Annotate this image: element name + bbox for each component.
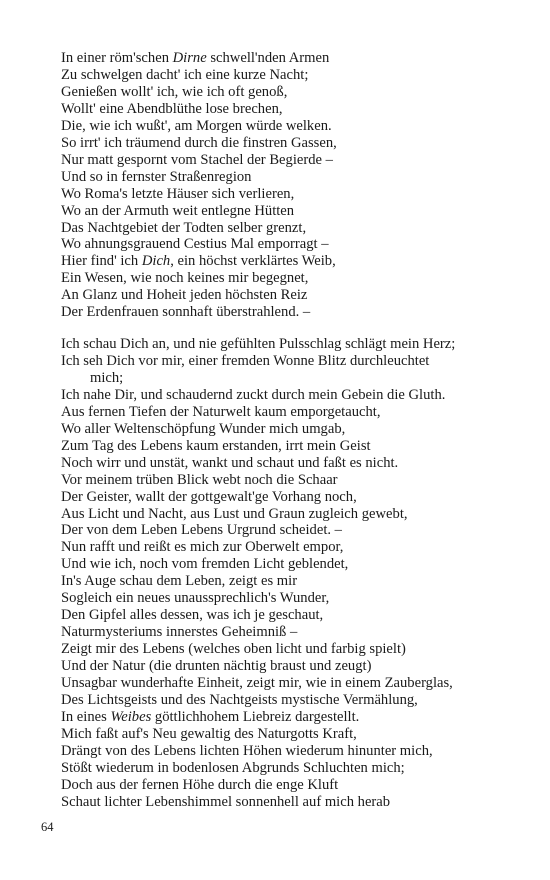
line-text: Zeigt mir des Lebens (welches oben licht und farbig spielt) <box>61 641 406 658</box>
poem-line <box>61 236 491 253</box>
line-text: In eines <box>61 708 111 725</box>
poem-line <box>61 692 491 709</box>
line-text: Zum Tag des Lebens kaum erstanden, irrt mein Geist <box>61 437 371 454</box>
poem-line <box>61 709 491 726</box>
poem-line <box>61 287 491 304</box>
line-text: Wollt' eine Abendblüthe lose brechen, <box>61 100 283 117</box>
poem-line <box>61 506 491 523</box>
stanza-2 <box>61 336 491 811</box>
line-text: schwell'nden Armen <box>206 50 330 66</box>
line-text: Noch wirr und unstät, wankt und schaut und faßt es nicht. <box>61 454 399 471</box>
line-text: Ein Wesen, wie noch keines mir begegnet, <box>61 270 309 287</box>
emphasis-text: Dich <box>141 253 171 270</box>
line-text: Der Geister, wallt der gottgewalt'ge Vorhang noch, <box>61 488 357 505</box>
poem-line <box>61 573 491 590</box>
line-text: Sogleich ein neues unaussprechlich's Wunder, <box>61 590 330 607</box>
line-text: Unsagbar wunderhafte Einheit, zeigt mir, wie in einem Zauberglas, <box>61 675 453 692</box>
line-text: Drängt von des Lebens lichten Höhen wiederum hinunter mich, <box>61 742 433 759</box>
poem-line <box>61 84 491 101</box>
poem-line <box>61 760 491 777</box>
poem-line <box>61 675 491 692</box>
poem-line <box>61 743 491 760</box>
poem-line <box>61 794 491 811</box>
poem-line <box>61 777 491 794</box>
line-text: Nun rafft und reißt es mich zur Oberwelt empor, <box>61 539 344 556</box>
line-text: Und wie ich, noch vom fremden Licht geblendet, <box>61 556 349 573</box>
poem-line <box>61 658 491 675</box>
stanza-1 <box>61 50 491 321</box>
line-text: So irrt' ich träumend durch die finstren Gassen, <box>61 134 337 151</box>
poem-line <box>61 421 491 438</box>
line-text: , ein höchst verklärtes Weib, <box>170 253 336 270</box>
emphasis-text: Dirne <box>172 50 207 66</box>
line-text: An Glanz und Hoheit jeden höchsten Reiz <box>61 287 308 304</box>
poem-line <box>61 438 491 455</box>
poem-line <box>61 101 491 118</box>
line-text: Ich nahe Dir, und schaudernd zuckt durch mein Gebein die Gluth. <box>61 386 446 403</box>
line-text: Zu schwelgen dacht' ich eine kurze Nacht; <box>61 66 309 83</box>
line-text: In einer röm'schen <box>61 50 173 66</box>
poem-line <box>61 50 491 67</box>
line-text: Mich faßt auf's Neu gewaltig des Naturgotts Kraft, <box>61 725 357 742</box>
poem-line <box>61 336 491 353</box>
poem-line <box>61 304 491 321</box>
poem-line <box>61 387 491 404</box>
poem-line <box>61 152 491 169</box>
line-text: Und der Natur (die drunten nächtig braust und zeugt) <box>61 658 372 675</box>
line-text: Aus Licht und Nacht, aus Lust und Graun zugleich gewebt, <box>61 505 408 522</box>
line-text: Doch aus der fernen Höhe durch die enge Kluft <box>61 776 339 793</box>
poem-line <box>61 118 491 135</box>
line-text: Stößt wiederum in bodenlosen Abgrunds Schluchten mich; <box>61 759 405 776</box>
emphasis-text: Weibes <box>110 708 152 725</box>
poem-line <box>61 220 491 237</box>
line-text: Naturmysteriums innerstes Geheimniß – <box>61 624 298 641</box>
poem-line <box>61 556 491 573</box>
line-text: Die, wie ich wußt', am Morgen würde welken. <box>61 117 332 134</box>
line-text: Schaut lichter Lebenshimmel sonnenhell auf mich herab <box>61 793 391 810</box>
poem-line <box>61 135 491 152</box>
line-text: Wo an der Armuth weit entlegne Hütten <box>61 202 295 219</box>
line-text: Nur matt gespornt vom Stachel der Begierde – <box>61 151 333 168</box>
poem-line <box>61 169 491 186</box>
poem-line <box>61 590 491 607</box>
poem-line <box>61 539 491 556</box>
line-text: Genießen wollt' ich, wie ich oft genoß, <box>61 83 288 100</box>
poem-line <box>61 522 491 539</box>
line-text: Das Nachtgebiet der Todten selber grenzt, <box>61 219 307 236</box>
line-text: Der von dem Leben Lebens Urgrund scheidet. – <box>61 522 342 539</box>
poem-line <box>61 404 491 421</box>
page-number: 64 <box>41 820 54 834</box>
poem-line <box>61 726 491 743</box>
poem-line <box>61 203 491 220</box>
poem-line <box>61 624 491 641</box>
line-text: Vor meinem trüben Blick webt noch die Schaar <box>61 471 338 488</box>
poem-line <box>61 270 491 287</box>
poem-line <box>61 607 491 624</box>
poem-line <box>61 641 491 658</box>
line-text: Wo Roma's letzte Häuser sich verlieren, <box>61 185 295 202</box>
line-text: göttlichhohem Liebreiz dargestellt. <box>151 708 360 725</box>
line-text: Wo aller Weltenschöpfung Wunder mich umgab, <box>61 420 346 437</box>
line-text: Des Lichtsgeists und des Nachtgeists mystische Vermählung, <box>61 692 418 709</box>
poem-line <box>61 186 491 203</box>
line-text: Den Gipfel alles dessen, was ich je geschaut, <box>61 607 324 624</box>
poem-line <box>61 67 491 84</box>
poem-line-continuation <box>61 370 491 387</box>
line-text: Ich seh Dich vor mir, einer fremden Wonne Blitz durchleuchtet <box>61 352 430 369</box>
line-text: Und so in fernster Straßenregion <box>61 168 252 185</box>
poem-line <box>61 353 491 370</box>
line-text: mich; <box>90 369 124 386</box>
line-text: In's Auge schau dem Leben, zeigt es mir <box>61 573 298 590</box>
line-text: Der Erdenfrauen sonnhaft überstrahlend. – <box>61 304 311 321</box>
line-text: Wo ahnungsgrauend Cestius Mal emporragt – <box>61 236 329 253</box>
line-text: Hier find' ich <box>61 253 142 270</box>
poem-line <box>61 489 491 506</box>
poem-line <box>61 455 491 472</box>
poem-line <box>61 253 491 270</box>
line-text: Aus fernen Tiefen der Naturwelt kaum emporgetaucht, <box>61 403 381 420</box>
poem-line <box>61 472 491 489</box>
line-text: Ich schau Dich an, und nie gefühlten Pulsschlag schlägt mein Herz; <box>61 336 456 352</box>
